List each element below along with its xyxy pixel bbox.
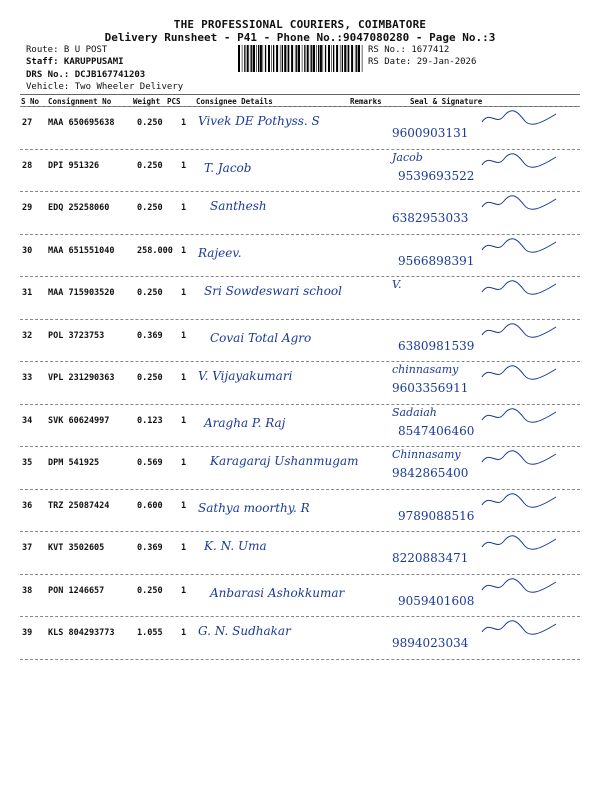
table-row — [20, 446, 580, 488]
cell-weight: 1.055 — [137, 628, 163, 638]
signature-scribble — [480, 108, 560, 128]
cell-pcs: 1 — [181, 458, 187, 468]
receiver-signature-name: Sadaiah — [392, 405, 437, 419]
signature-scribble — [480, 236, 560, 256]
cell-sno: 35 — [22, 458, 33, 468]
table-row — [20, 531, 580, 573]
signature-scribble — [480, 321, 560, 341]
consignee-handwritten-name: Rajeev. — [198, 245, 242, 260]
cell-weight: 0.250 — [137, 585, 163, 596]
receiver-phone-number: 9789088516 — [398, 508, 475, 523]
receiver-phone-number: 9059401608 — [398, 593, 475, 608]
col-sno: S No — [21, 97, 40, 106]
receiver-phone-number: 9539693522 — [398, 168, 475, 183]
row-separator — [20, 106, 580, 107]
cell-pcs: 1 — [181, 373, 187, 383]
runsheet-subtitle: Delivery Runsheet - P41 - Phone No.:9047080280 - Page No.:3 — [104, 31, 496, 44]
cell-pcs: 1 — [181, 245, 187, 256]
receiver-phone-number: 9894023034 — [392, 636, 469, 650]
cell-consignment: TRZ 25087424 — [48, 500, 110, 511]
header-top-rule — [20, 94, 580, 95]
rs-date: RS Date: 29-Jan-2026 — [368, 57, 477, 67]
cell-consignment: PON 1246657 — [48, 585, 105, 596]
table-row — [20, 361, 580, 403]
cell-pcs: 1 — [181, 288, 187, 298]
barcode — [238, 45, 363, 72]
receiver-phone-number: 9566898391 — [398, 253, 475, 268]
receiver-phone-number: 9600903131 — [392, 126, 469, 140]
consignee-handwritten-name: Sathya moorthy. R — [198, 500, 310, 515]
signature-scribble — [480, 533, 560, 553]
cell-pcs: 1 — [181, 500, 187, 511]
cell-consignment: VPL 231290363 — [48, 373, 115, 383]
col-remarks: Remarks — [350, 97, 382, 106]
cell-weight: 0.369 — [137, 543, 163, 553]
staff-label: Staff: KARUPPUSAMI — [26, 57, 124, 67]
cell-sno: 27 — [22, 118, 33, 128]
cell-weight: 258.000 — [137, 245, 173, 256]
cell-sno: 31 — [22, 288, 33, 298]
table-row — [20, 319, 580, 361]
cell-sno: 37 — [22, 543, 33, 553]
consignee-handwritten-name: Karagaraj Ushanmugam — [210, 454, 359, 468]
cell-consignment: MAA 715903520 — [48, 288, 115, 298]
cell-consignment: POL 3723753 — [48, 330, 105, 341]
table-row — [20, 191, 580, 233]
row-separator — [20, 319, 580, 320]
receiver-phone-number: 6382953033 — [392, 211, 469, 225]
receiver-signature-name: Jacob — [392, 150, 423, 164]
cell-pcs: 1 — [181, 543, 187, 553]
cell-weight: 0.569 — [137, 458, 163, 468]
table-row — [20, 276, 580, 318]
cell-weight: 0.250 — [137, 160, 163, 171]
cell-sno: 32 — [22, 330, 33, 341]
signature-scribble — [480, 278, 560, 298]
cell-sno: 38 — [22, 585, 33, 596]
runsheet-title: THE PROFESSIONAL COURIERS, COIMBATORE — [173, 18, 427, 31]
signature-scribble — [480, 151, 560, 171]
receiver-phone-number: 8547406460 — [398, 423, 475, 438]
receiver-phone-number: 8220883471 — [392, 551, 469, 565]
cell-weight: 0.250 — [137, 288, 163, 298]
cell-weight: 0.600 — [137, 500, 163, 511]
cell-consignment: MAA 651551040 — [48, 245, 115, 256]
consignee-handwritten-name: V. Vijayakumari — [198, 369, 293, 383]
cell-pcs: 1 — [181, 160, 187, 171]
cell-consignment: SVK 60624997 — [48, 415, 110, 426]
receiver-signature-name: Chinnasamy — [392, 448, 461, 461]
row-separator — [20, 574, 580, 575]
consignee-handwritten-name: Vivek DE Pothyss. S — [198, 114, 320, 128]
consignee-handwritten-name: T. Jacob — [204, 160, 252, 175]
consignee-handwritten-name: Santhesh — [210, 199, 267, 213]
signature-scribble — [480, 576, 560, 596]
row-separator — [20, 616, 580, 617]
consignee-handwritten-name: Aragha P. Raj — [204, 415, 286, 430]
row-separator — [20, 489, 580, 490]
col-consignee: Consignee Details — [196, 97, 273, 106]
cell-pcs: 1 — [181, 585, 187, 596]
col-pcs: PCS — [167, 97, 181, 106]
table-row — [20, 616, 580, 658]
cell-sno: 28 — [22, 160, 33, 171]
cell-consignment: KVT 3502605 — [48, 543, 105, 553]
row-separator — [20, 531, 580, 532]
row-separator — [20, 361, 580, 362]
row-separator — [20, 234, 580, 235]
cell-consignment: EDQ 25258060 — [48, 203, 110, 213]
drs-number: DRS No.: DCJB167741203 — [26, 70, 146, 80]
row-separator — [20, 446, 580, 447]
cell-consignment: KLS 804293773 — [48, 628, 115, 638]
col-seal-signature: Seal & Signature — [410, 97, 483, 106]
cell-pcs: 1 — [181, 330, 187, 341]
signature-scribble — [480, 406, 560, 426]
consignee-handwritten-name: Covai Total Agro — [210, 330, 312, 345]
signature-scribble — [480, 618, 560, 638]
cell-weight: 0.250 — [137, 203, 163, 213]
receiver-signature-name: V. — [392, 278, 402, 291]
cell-weight: 0.123 — [137, 415, 163, 426]
cell-weight: 0.369 — [137, 330, 163, 341]
cell-sno: 30 — [22, 245, 33, 256]
cell-pcs: 1 — [181, 415, 187, 426]
col-weight: Weight — [133, 97, 161, 106]
consignee-handwritten-name: G. N. Sudhakar — [198, 624, 291, 638]
receiver-phone-number: 6380981539 — [398, 338, 475, 353]
vehicle-label: Vehicle: Two Wheeler Delivery — [26, 82, 184, 92]
signature-scribble — [480, 491, 560, 511]
receiver-phone-number: 9842865400 — [392, 466, 469, 480]
table-row — [20, 489, 580, 531]
cell-weight: 0.250 — [137, 118, 163, 128]
signature-scribble — [480, 193, 560, 213]
cell-sno: 33 — [22, 373, 33, 383]
table-row — [20, 234, 580, 276]
consignee-handwritten-name: Sri Sowdeswari school — [204, 284, 342, 298]
row-separator — [20, 149, 580, 150]
rs-number: RS No.: 1677412 — [368, 45, 450, 55]
cell-consignment: MAA 650695638 — [48, 118, 115, 128]
cell-sno: 34 — [22, 415, 33, 426]
cell-pcs: 1 — [181, 118, 187, 128]
table-row — [20, 149, 580, 191]
receiver-signature-name: chinnasamy — [392, 363, 459, 376]
col-consignment: Consignment No — [48, 97, 112, 106]
cell-pcs: 1 — [181, 628, 187, 638]
signature-scribble — [480, 363, 560, 383]
table-row — [20, 574, 580, 616]
table-row — [20, 404, 580, 446]
consignee-handwritten-name: K. N. Uma — [204, 539, 267, 553]
signature-scribble — [480, 448, 560, 468]
route-label: Route: B U POST — [26, 45, 108, 55]
receiver-phone-number: 9603356911 — [392, 381, 469, 395]
cell-sno: 29 — [22, 203, 33, 213]
row-separator — [20, 276, 580, 277]
cell-sno: 39 — [22, 628, 33, 638]
cell-pcs: 1 — [181, 203, 187, 213]
cell-sno: 36 — [22, 500, 33, 511]
table-row — [20, 106, 580, 148]
consignee-handwritten-name: Anbarasi Ashokkumar — [210, 585, 345, 600]
cell-consignment: DPI 951326 — [48, 160, 100, 171]
row-separator — [20, 404, 580, 405]
table-bottom-rule — [20, 659, 580, 660]
row-separator — [20, 191, 580, 192]
cell-consignment: DPM 541925 — [48, 458, 100, 468]
cell-weight: 0.250 — [137, 373, 163, 383]
